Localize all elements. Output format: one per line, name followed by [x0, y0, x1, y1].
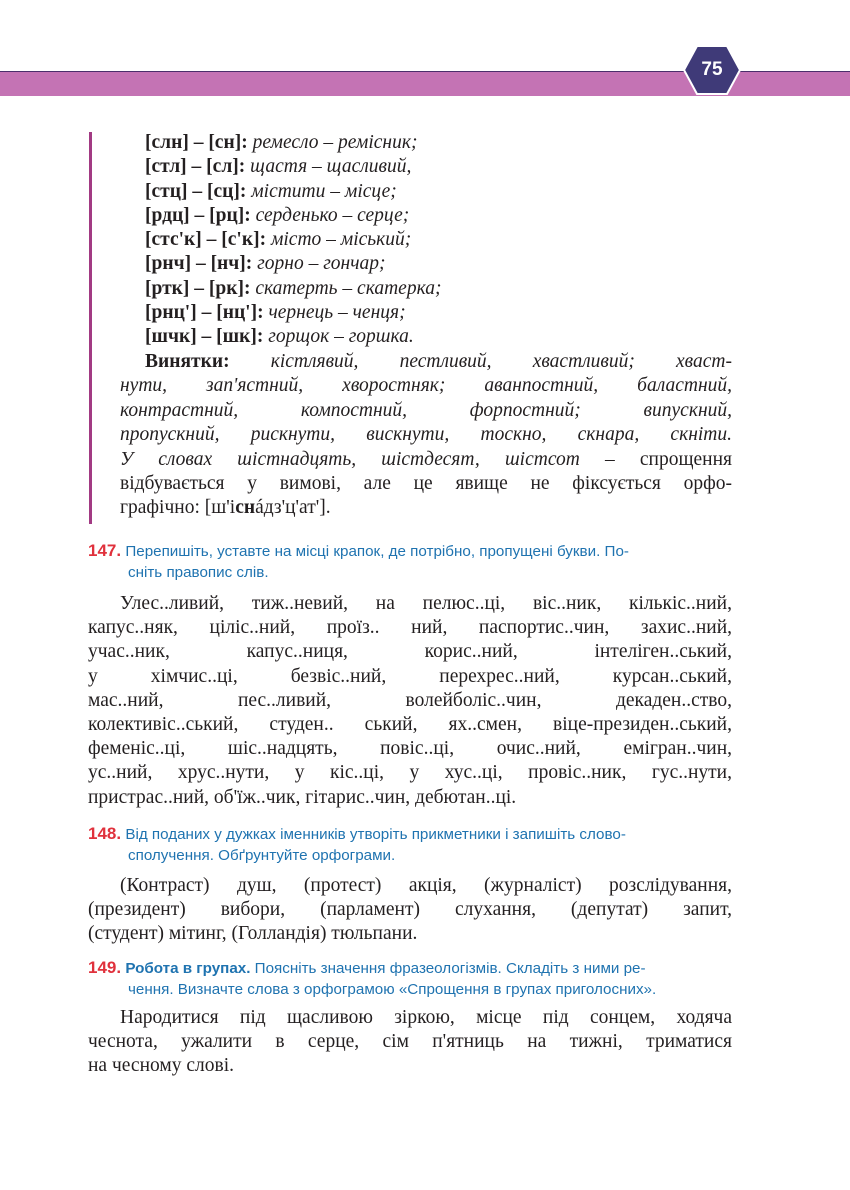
text-line-content: (студент) мітинг, (Голландія) тюльпани.: [88, 923, 418, 945]
transcription-end: áдз'ц'ат'].: [255, 497, 331, 519]
task-instruction-text: Від поданих у дужках іменників утворіть прикметники і запишіть слово-: [125, 826, 626, 843]
rule-sounds: [ртк] – [рк]:: [145, 277, 251, 299]
text-line-content: (Контраст) душ, (протест) акція, (журналіст) розслідування,: [120, 875, 732, 896]
exceptions-text: пропускний, рискнути, вискнути, тоскно, скнара, скніти.: [120, 424, 732, 446]
exceptions-note-text: відбувається у вимові, але це явище не фіксується орфо-: [120, 473, 732, 495]
rule-line: [145, 228, 745, 252]
text-line-content: мас..ний, пес..ливий, волейболіс..чин, декаден..ство,: [88, 689, 732, 711]
task-147-text: [88, 592, 732, 810]
text-line: [88, 1054, 732, 1078]
rule-line: [145, 204, 745, 228]
rule-sounds: [стц] – [сц]:: [145, 180, 247, 202]
text-line: [88, 592, 732, 616]
text-line-content: (президент) вибори, (парламент) слухання, (депутат) запит,: [88, 899, 732, 921]
rule-sounds: [рнч] – [нч]:: [145, 253, 253, 275]
rule-example: містити – місце;: [251, 180, 397, 202]
task-number: 147.: [88, 541, 122, 560]
task-instruction-text: сніть правопис слів.: [128, 564, 269, 581]
exceptions-label: Винятки:: [145, 351, 230, 372]
task-instruction-text: Поясніть значення фразеологізмів. Складіть з ними ре-: [250, 960, 646, 977]
rule-side-bar: [89, 132, 92, 524]
rule-line: [145, 252, 745, 276]
exceptions-text: контрастний, компостний, форпостний; випускний,: [120, 399, 732, 421]
task-number: 149.: [88, 958, 122, 977]
rule-example: серденько – серце;: [255, 204, 410, 226]
rule-line: [145, 155, 745, 179]
task-instruction-text: Перепишіть, уставте на місці крапок, де потрібно, пропущені букви. По-: [125, 543, 629, 560]
text-line: [88, 616, 732, 640]
rule-example: скатерть – скатерка;: [255, 277, 442, 299]
task-149-text: [88, 1006, 732, 1079]
exceptions-note-italic: У словах шістнадцять, шістдесят, шістсот: [120, 448, 580, 470]
text-line: [88, 874, 732, 898]
text-line: [88, 1006, 732, 1030]
rule-example: щастя – щасливий,: [250, 156, 412, 178]
text-line-content: Улес..ливий, тиж..невий, на пелюс..ці, віс..ник, кількіс..ний,: [120, 593, 732, 614]
exceptions-note-text: – спрощення: [579, 448, 732, 470]
transcription-bold: сн: [235, 497, 256, 519]
rule-sounds: [рдц] – [рц]:: [145, 204, 251, 226]
task-148-text: [88, 874, 732, 947]
text-line-content: капус..няк, ціліс..ний, проїз.. ний, паспортис..чин, захис..ний,: [88, 617, 732, 639]
text-line-content: на чесному слові.: [88, 1055, 234, 1077]
text-line: [88, 898, 732, 922]
rule-example: горщок – горшка.: [268, 326, 414, 348]
text-line-content: чеснота, ужалити в серце, сім п'ятниць на тижні, триматися: [88, 1031, 732, 1053]
transcription-start: графічно: [ш'і: [120, 497, 236, 519]
exceptions-line: [120, 423, 732, 447]
text-line: [88, 1030, 732, 1054]
rule-example: ремесло – ремісник;: [252, 132, 418, 153]
rule-sounds: [стс'к] – [с'к]:: [145, 229, 267, 251]
text-line-content: колективіс..ський, студен.. ський, ях..смен, віце-президен..ський,: [88, 714, 732, 736]
rule-sounds: [слн] – [сн]:: [145, 132, 248, 153]
rule-example: місто – міський;: [270, 229, 412, 251]
task-148-instruction: [88, 823, 734, 866]
text-line: [88, 689, 732, 713]
page-number-badge: [683, 45, 741, 95]
page-number: 75: [701, 59, 723, 80]
text-line-content: пристрас..ний, об'їж..чик, гітарис..чин, дебютан..ці.: [88, 786, 517, 808]
task-147-instruction: [88, 540, 734, 583]
text-line-content: ус..ний, хрус..нути, у кіс..ці, у хус..ці, провіс..ник, гус..нути,: [88, 762, 732, 784]
text-line: [88, 665, 732, 689]
rule-line: [145, 131, 745, 155]
text-line: [88, 922, 732, 946]
task-lead: Робота в групах.: [125, 960, 251, 977]
task-149-instruction: [88, 957, 734, 1000]
rule-example: чернець – ченця;: [268, 302, 406, 324]
rule-sounds: [рнц'] – [нц']:: [145, 302, 264, 324]
exceptions-line: [120, 374, 732, 398]
rule-line: [145, 301, 745, 325]
simplification-rules: [145, 131, 745, 350]
exceptions-note-line: [120, 496, 732, 520]
text-line: [88, 761, 732, 785]
task-number: 148.: [88, 824, 122, 843]
exceptions-text: нути, зап'ястний, хворостняк; аванпостний, баластний,: [120, 375, 732, 397]
exceptions-note-line: [120, 472, 732, 496]
text-line: [88, 640, 732, 664]
exceptions-text: кістлявий, пестливий, хвастливий; хваст-: [270, 351, 732, 372]
exceptions-note-line: [120, 448, 732, 472]
rule-sounds: [шчк] – [шк]:: [145, 326, 264, 348]
text-line-content: у хімчис..ці, безвіс..ний, перехрес..ний, курсан..ський,: [88, 665, 732, 687]
text-line: [88, 737, 732, 761]
rule-line: [145, 325, 745, 349]
exceptions-block: [120, 350, 732, 521]
task-instruction-text: сполучення. Обґрунтуйте орфограми.: [128, 847, 396, 864]
text-line: [88, 786, 732, 810]
text-line-content: учас..ник, капус..ниця, корис..ний, інтеліген..ський,: [88, 641, 732, 663]
task-instruction-text: чення. Визначте слова з орфограмою «Спрощення в групах приголосних».: [128, 981, 657, 998]
exceptions-line: [120, 399, 732, 423]
rule-sounds: [стл] – [сл]:: [145, 156, 246, 178]
rule-example: горно – гончар;: [257, 253, 386, 275]
text-line: [88, 713, 732, 737]
text-line-content: Народитися під щасливою зіркою, місце під сонцем, ходяча: [120, 1007, 732, 1028]
text-line-content: феменіс..ці, шіс..надцять, повіс..ці, очис..ний, емігран..чин,: [88, 738, 732, 760]
rule-line: [145, 180, 745, 204]
exceptions-line: [120, 350, 732, 374]
rule-line: [145, 277, 745, 301]
